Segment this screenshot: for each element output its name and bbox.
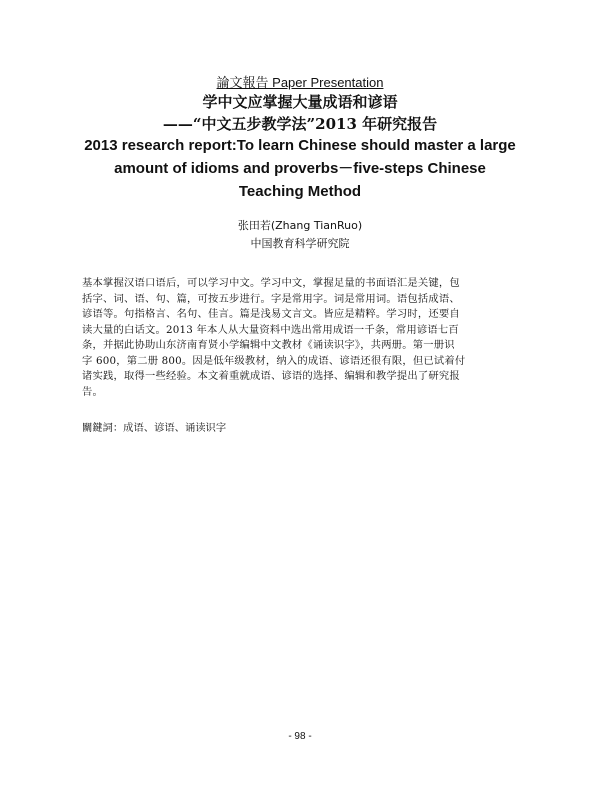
abstract-line: 告。 xyxy=(82,385,103,398)
abstract-line: 括字、词、语、句、篇，可按五步进行。字是常用字。词是常用词。语包括成语、 xyxy=(82,292,460,305)
abstract-line: 字 600，第二册 800。因是低年级教材，纳入的成语、谚语还很有限，但已试着付 xyxy=(82,354,466,367)
chinese-title-line-2: ——“中文五步教学法”2013 年研究报告 xyxy=(162,115,438,133)
page-number: - 98 - xyxy=(288,731,312,742)
abstract-line: 诸实践，取得一些经验。本文着重就成语、谚语的选择、编辑和教学提出了研究报 xyxy=(82,370,460,382)
abstract-line: 基本掌握汉语口语后，可以学习中文。学习中文，掌握足量的书面语汇是关键，包 xyxy=(82,277,460,289)
abstract-line: 条，并据此协助山东济南育贤小学编辑中文教材《诵读识字》，共两册。第一册识 xyxy=(82,339,455,351)
section-header-label: 論文報告 Paper Presentation xyxy=(216,75,384,90)
abstract xyxy=(82,276,520,400)
english-title: 2013 research report:To learn Chinese should master a large amount of idioms and proverbs－five-steps Chinese Teaching Method xyxy=(84,137,516,200)
abstract-line: 读大量的白话文。2013 年本人从大量资料中选出常用成语一千条，常用谚语七百 xyxy=(82,323,459,336)
abstract-line: 谚语等。句指格言、名句、佳言。篇是浅易文言文。皆应是精粹。学习时，还要自 xyxy=(82,308,460,320)
keywords: 關鍵詞：成语、谚语、诵读识字 xyxy=(82,422,227,434)
author-name: 张田若(Zhang TianRuo) xyxy=(237,219,363,232)
chinese-title-line-1: 学中文应掌握大量成语和谚语 xyxy=(202,93,398,111)
author-affiliation: 中国教育科学研究院 xyxy=(250,237,350,250)
